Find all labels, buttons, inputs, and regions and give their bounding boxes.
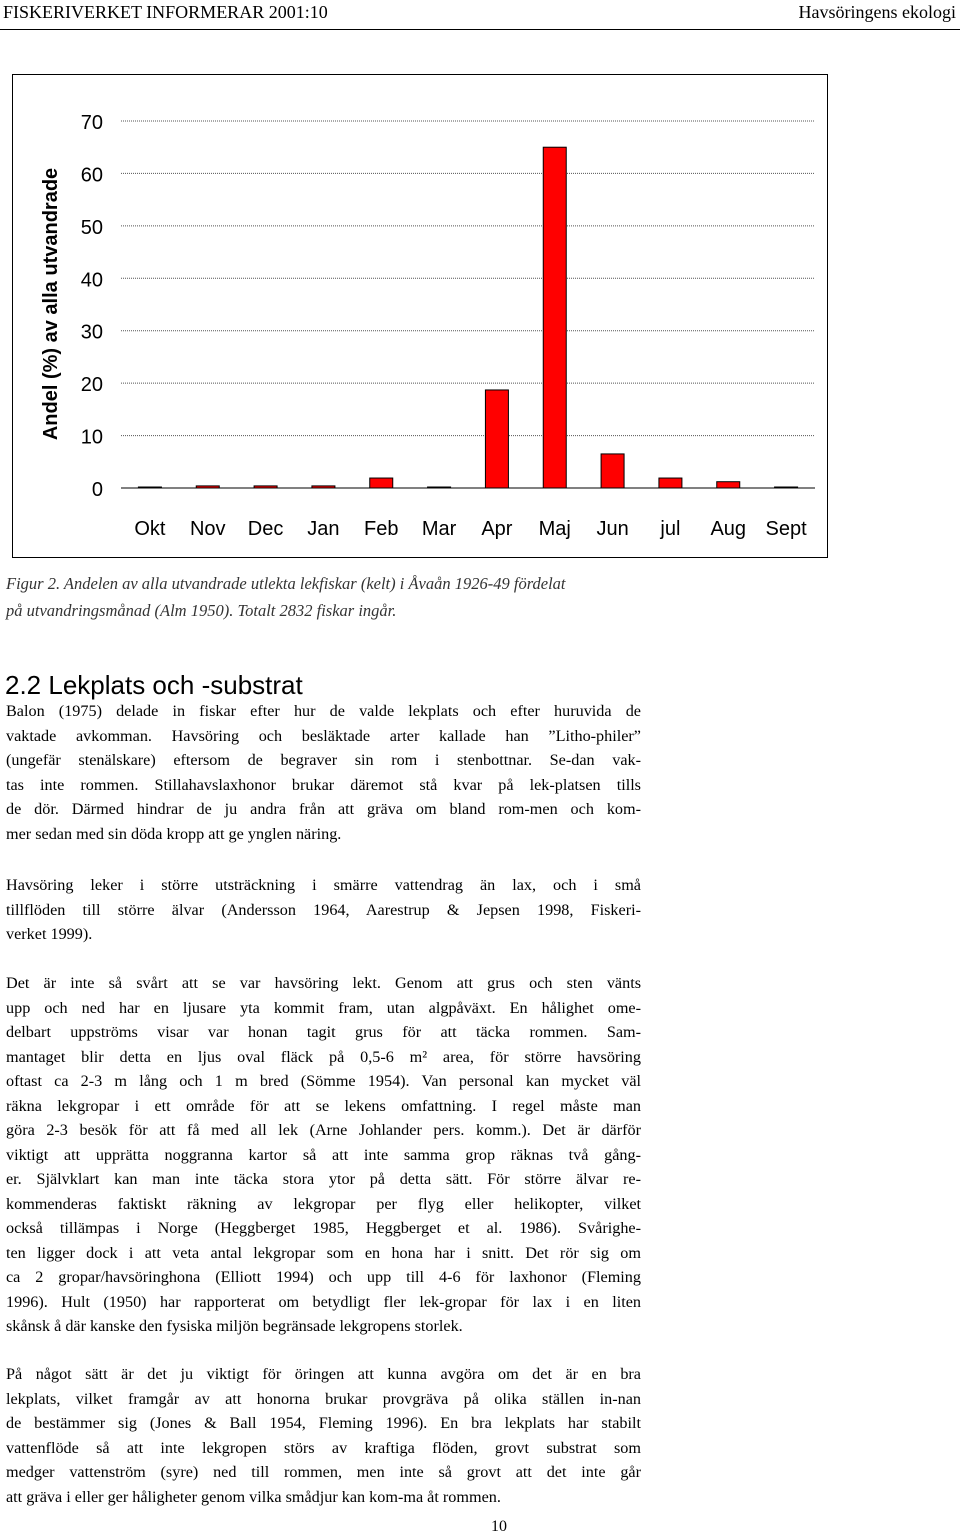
text-line: er. Självklart kan man inte täcka stora ytor på detta sätt. För större älvar re- [6, 1170, 641, 1188]
y-axis-label: Andel (%) av alla utvandrade [40, 167, 62, 441]
text-line: viktigt att upprätta noggranna kartor så att inte samma grop räknas två gång- [6, 1145, 641, 1164]
text-line: upp och ned har en ljusare yta kommit fram, utan algpåväxt. En hålighet ome- [6, 998, 641, 1017]
x-tick-label: Nov [189, 518, 226, 540]
text-line: de dör. Därmed hindrar de ju andra från att gräva om bland rom-men och kom- [6, 800, 641, 818]
bar [370, 478, 393, 488]
bar [543, 147, 566, 488]
bar [254, 486, 277, 488]
text-line: 1996). Hult (1950) har rapporterat om betydligt fler lek-gropar för lax i en liten [6, 1292, 641, 1311]
header-topic: Havsöringens ekologi [798, 2, 956, 22]
text-line: räkna lekgropar i ett område för att se lekens omfattning. I regel måste man [6, 1096, 641, 1115]
header-rule [0, 29, 960, 30]
text-line: Havsöring leker i större utsträckning i smärre vattendrag än lax, och i små [6, 876, 641, 894]
paragraph-2 [6, 873, 641, 947]
y-tick-label: 70 [80, 112, 103, 134]
text-line: vattenflöde så att inte lekgropen störs av kraftiga flöden, grovt substrat som [6, 1438, 641, 1457]
text-line: mantaget blir detta en ljus oval fläck på 0,5-6 m² area, för större havsöring [6, 1047, 641, 1066]
text-line: oftast ca 2-3 m lång och 1 m bred (Sömme 1954). Van personal kan mycket väl [6, 1072, 641, 1090]
chart-frame [12, 74, 828, 558]
bar [428, 487, 451, 488]
bar [138, 487, 161, 488]
text-line: skånsk å där kanske den fysiska miljön begränsade lekgropens storlek. [6, 1317, 463, 1335]
x-tick-label: jul [660, 518, 681, 540]
paragraph-4 [6, 1362, 641, 1509]
x-tick-label: Mar [421, 518, 457, 540]
text-line: göra 2-3 besök för att få med all lek (Arne Johlander pers. komm.). Det är därför [6, 1121, 641, 1139]
paragraph-1 [6, 699, 641, 846]
bar [601, 454, 624, 488]
text-line: vaktade avkomman. Havsöring och besläktade arter kallade han ”Litho-philer” [6, 726, 641, 745]
bar [485, 390, 508, 488]
y-tick-label: 50 [80, 216, 103, 239]
text-line: På något sätt är det ju viktigt för öringen att kunna avgöra om det är en bra [6, 1365, 641, 1383]
figure-caption [6, 570, 646, 624]
y-tick-label: 10 [80, 426, 103, 449]
y-tick-label: 0 [91, 479, 103, 501]
section-heading: 2.2 Lekplats och -substrat [5, 670, 303, 700]
text-line: tillflöden till större älvar (Andersson 1964, Aarestrup & Jepsen 1998, Fiskeri- [6, 900, 641, 919]
text-line: kommenderas faktiskt räkning av lekgropar per flyg eller helikopter, vilket [6, 1194, 641, 1213]
x-tick-label: Apr [481, 518, 513, 540]
x-tick-label: Sept [765, 518, 807, 540]
y-tick-label: 40 [80, 269, 103, 292]
y-tick-label: 30 [80, 321, 103, 344]
x-tick-label: Maj [538, 518, 571, 540]
text-line: verket 1999). [6, 925, 93, 943]
text-line: (ungefär stenälskare) eftersom de begraver sin rom i stenbottnar. Se-dan vak- [6, 751, 641, 769]
text-line: medger vattenström (syre) ned till rommen, men inte så grovt att det inte går [6, 1463, 641, 1481]
x-tick-label: Okt [134, 518, 166, 540]
header-publication: FISKERIVERKET INFORMERAR 2001:10 [3, 2, 328, 22]
x-tick-label: Feb [364, 518, 399, 540]
x-tick-label: Dec [247, 518, 284, 540]
text-line: Balon (1975) delade in fiskar efter hur de valde lekplats och efter huruvida de [6, 702, 641, 720]
caption-line: Figur 2. Andelen av alla utvandrade utlekta lekfiskar (kelt) i Åvaån 1926-49 fördelat [6, 574, 566, 593]
x-tick-label: Jun [596, 518, 629, 540]
text-line: ca 2 gropar/havsöringhona (Elliott 1994) och upp till 4-6 för laxhonor (Fleming [6, 1268, 641, 1286]
text-line: delbart uppströms visar var honan tagit grus för att täcka rommen. Sam- [6, 1023, 641, 1041]
text-line: Det är inte så svårt att se var havsöring lekt. Genom att grus och sten vänts [6, 974, 641, 992]
text-line: mer sedan med sin döda kropp att ge ynglen näring. [6, 824, 342, 843]
bar [312, 486, 335, 488]
bar [775, 487, 798, 488]
bar-chart [13, 75, 829, 559]
bar [196, 486, 219, 488]
text-line: att gräva i eller ger håligheter genom vilka smådjur kan kom-ma åt rommen. [6, 1487, 501, 1506]
text-line: ten ligger dock i att veta antal lekgropar som en hona har i snitt. Det rör sig om [6, 1243, 641, 1262]
page-number: 10 [491, 1518, 507, 1535]
bar [717, 482, 740, 488]
x-tick-label: Jan [307, 518, 340, 540]
paragraph-3 [6, 971, 641, 1339]
text-line: också tillämpas i Norge (Heggberget 1985, Heggberget et al. 1986). Svårighe- [6, 1219, 641, 1237]
bar [659, 478, 682, 488]
caption-line: på utvandringsmånad (Alm 1950). Totalt 2832 fiskar ingår. [6, 601, 397, 620]
x-tick-label: Aug [710, 518, 747, 540]
y-tick-label: 20 [80, 374, 103, 397]
page-header [0, 0, 960, 30]
text-line: lekplats, vilket framgår av att honorna brukar provgräva på olika ställen in-nan [6, 1389, 641, 1408]
text-line: de bestämmer sig (Jones & Ball 1954, Fleming 1996). En bra lekplats har stabilt [6, 1414, 641, 1432]
text-line: tas inte rommen. Stillahavslaxhonor brukar däremot stå kvar på lek-platsen tills [6, 775, 641, 794]
y-tick-label: 60 [80, 164, 103, 187]
